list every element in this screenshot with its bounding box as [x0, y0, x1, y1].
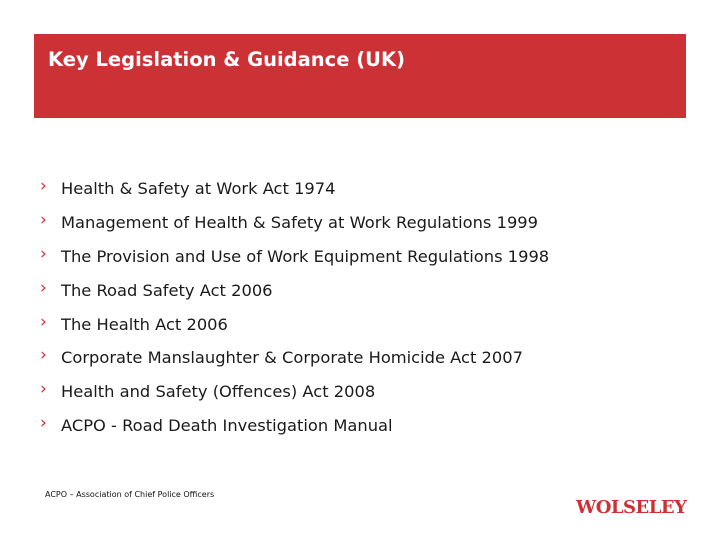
chevron-right-icon: ›	[40, 412, 47, 433]
list-item-text: Health & Safety at Work Act 1974	[61, 179, 336, 199]
list-item	[40, 409, 549, 443]
footnote: ACPO – Association of Chief Police Officers	[45, 490, 215, 499]
list-item	[40, 307, 549, 341]
legislation-list	[40, 172, 549, 442]
list-item	[40, 341, 549, 375]
logo-wordmark: WOLSELEY	[576, 497, 687, 518]
title-banner	[34, 34, 686, 118]
list-item	[40, 273, 549, 307]
list-item-text: Health and Safety (Offences) Act 2008	[61, 382, 376, 402]
slide-title: Key Legislation & Guidance (UK)	[48, 48, 406, 71]
list-item-text: The Road Safety Act 2006	[61, 280, 273, 300]
list-item-text: The Provision and Use of Work Equipment Regulations 1998	[61, 246, 550, 266]
list-item	[40, 240, 549, 274]
wolseley-logo	[576, 496, 686, 520]
chevron-right-icon: ›	[40, 277, 47, 298]
list-item-text: Corporate Manslaughter & Corporate Homicide Act 2007	[61, 348, 523, 368]
chevron-right-icon: ›	[40, 210, 47, 231]
chevron-right-icon: ›	[40, 311, 47, 332]
list-item	[40, 375, 549, 409]
chevron-right-icon: ›	[40, 243, 47, 264]
chevron-right-icon: ›	[40, 176, 47, 197]
list-item	[40, 172, 549, 206]
list-item-text: ACPO - Road Death Investigation Manual	[61, 415, 393, 435]
chevron-right-icon: ›	[40, 345, 47, 366]
chevron-right-icon: ›	[40, 379, 47, 400]
list-item	[40, 206, 549, 240]
list-item-text: Management of Health & Safety at Work Regulations 1999	[61, 213, 539, 233]
list-item-text: The Health Act 2006	[61, 314, 228, 334]
